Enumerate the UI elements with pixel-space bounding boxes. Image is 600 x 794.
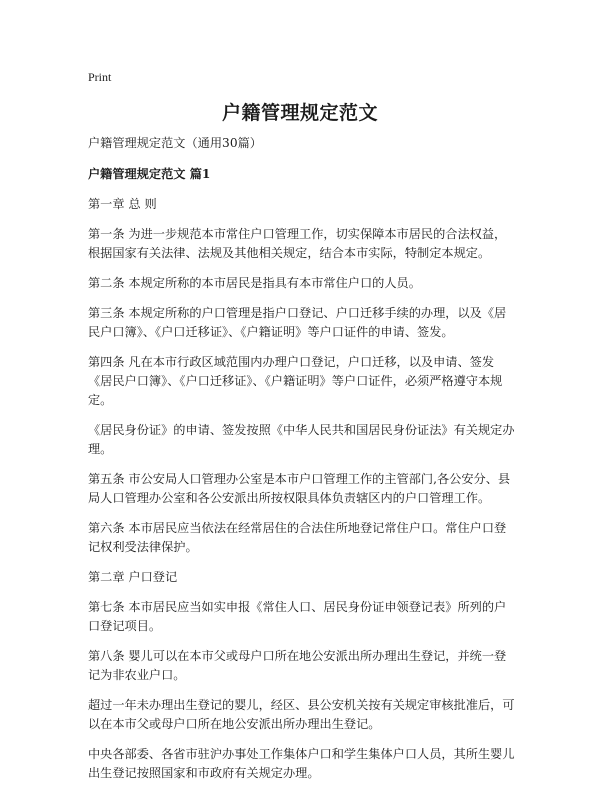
- paragraph: 第六条 本市居民应当依法在经常居住的合法住所地登记常住户口。常住户口登记权利受法律保护。: [88, 521, 507, 554]
- paragraph: 第四条 凡在本市行政区域范围内办理户口登记，户口迁移，以及申请、签发《居民户口簿》、《户口迁移证》、《户籍证明》等户口证件，必须严格遵守本规定。: [88, 355, 503, 407]
- paragraph: 第一条 为进一步规范本市常住户口管理工作，切实保障本市居民的合法权益，根据国家有关法律、法规及其他相关规定，结合本市实际，特制定本规定。: [88, 227, 507, 260]
- document-subtitle: 户籍管理规定范文（通用30篇）: [88, 136, 262, 150]
- paragraph: 第八条 婴儿可以在本市父或母户口所在地公安派出所办理出生登记，并统一登记为非农业户口。: [88, 649, 507, 682]
- paragraph: 《居民身份证》的申请、签发按照《中华人民共和国居民身份证法》有关规定办理。: [88, 423, 515, 456]
- paragraph: 第五条 市公安局人口管理办公室是本市户口管理工作的主管部门,各公安分、县局人口管理办公室和各公安派出所按权限具体负责辖区内的户口管理工作。: [88, 472, 511, 505]
- paragraph: 第三条 本规定所称的户口管理是指户口登记、户口迁移手续的办理，以及《居民户口簿》、《户口迁移证》、《户籍证明》等户口证件的申请、签发。: [88, 306, 507, 339]
- chapter-heading: 第一章 总 则: [88, 197, 157, 211]
- paragraph: 第二条 本规定所称的本市居民是指具有本市常住户口的人员。: [88, 276, 421, 290]
- paragraph: 超过一年未办理出生登记的婴儿，经区、县公安机关按有关规定审核批准后，可以在本市父或母户口所在地公安派出所办理出生登记。: [88, 698, 515, 731]
- section-heading: 户籍管理规定范文 篇1: [88, 167, 211, 181]
- paragraph: 中央各部委、各省市驻沪办事处工作集体户口和学生集体户口人员，其所生婴儿出生登记按照国家和市政府有关规定办理。: [88, 747, 515, 780]
- chapter-heading: 第二章 户口登记: [88, 570, 178, 584]
- paragraph: 第七条 本市居民应当如实申报《常住人口、居民身份证申领登记表》所列的户口登记项目。: [88, 600, 507, 633]
- print-link[interactable]: Print: [88, 70, 112, 84]
- document-body: [88, 134, 518, 794]
- document-title: 户籍管理规定范文: [221, 102, 378, 124]
